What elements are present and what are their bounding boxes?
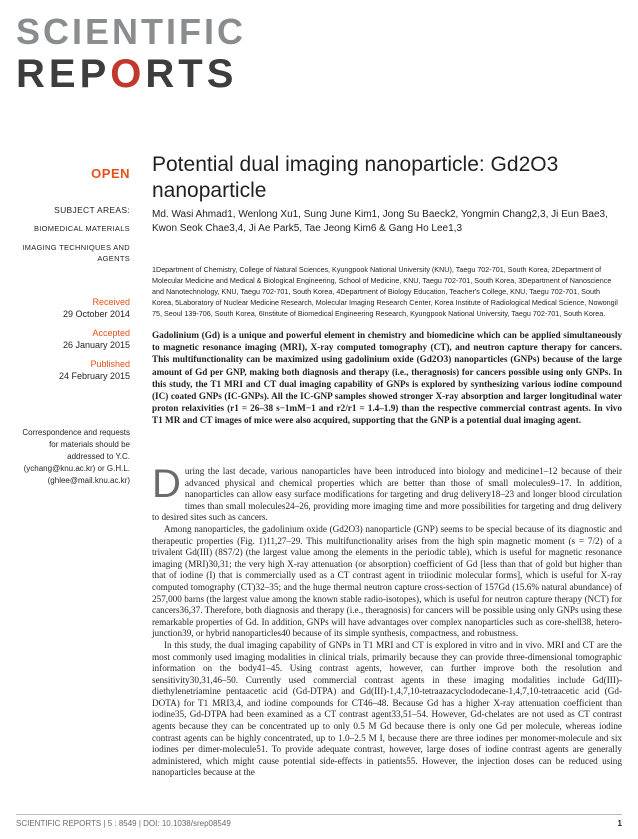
subject-area-link[interactable]: IMAGING TECHNIQUES AND AGENTS bbox=[22, 243, 130, 263]
affiliations: 1Department of Chemistry, College of Natural Sciences, Kyungpook National University (KNU), Taegu 702-701, South Korea, 2Department of Molecular Medicine and Medical & Biological Engineering, School of Medicine, KNU, Taegu 702-701, South Korea, 3Department of Nanoscience and Nanotechnology, KNU, Taegu 702-701, South Korea, 4Department of Biology Education, Teacher's College, KNU, Taegu 702-701, South Korea, 5Laboratory of Nuclear Medicine Research, Molecular Imaging Research Center, Korea Institute of Radiological Medical Science, Nowongil 75, Seoul 139-706, South Korea, 6Institute of Biomedical Engineering Research, Kyungpook National University, Taegu 702-701, South Korea. bbox=[152, 265, 618, 318]
logo-word-scientific: SCIENTIFIC bbox=[16, 11, 247, 52]
correspondence-note: Correspondence and requests for materials should be addressed to Y.C. (ychang@knu.ac.kr) or G.H.L. (ghlee@mail.knu.ac.kr) bbox=[22, 428, 130, 485]
open-access-label: OPEN bbox=[91, 166, 130, 181]
subject-areas bbox=[14, 205, 130, 264]
article-title: Potential dual imaging nanoparticle: Gd2O3 nanoparticle bbox=[152, 153, 559, 202]
published-date: 24 February 2015 bbox=[58, 371, 130, 381]
page-number: 1 bbox=[617, 819, 622, 828]
logo-word-reports: REPORTS bbox=[16, 52, 238, 96]
body-paragraph: Among nanoparticles, the gadolinium oxide (Gd2O3) nanoparticle (GNP) seems to be special because of its diagnostic and therapeutic properties (Fig. 1)11,27–29. This multifunctionality arises from the high spin magnetic moment (s = 7/2) of a trivalent Gd(III) (8S7/2) (the largest value among the elements in the periodic table), which is useful for magnetic resonance imaging (MRI)30,31; the very high X-ray attenuation (or absorption) coefficient of Gd [less than that of gold but higher than that of iodine (I) that is commercially used as a CT contrast agent in triiodinic molecular forms], which is useful for X-ray computed tomography (CT)32–35; and the huge thermal neutron capture cross-section of 157Gd (15.6% natural abundance) of 257,000 barns (the largest value among the known stable radio-isotopes), which is useful for neutron capture therapy (NCT) for cancers36,37. Therefore, both diagnosis and therapy (i.e., theragnosis) for cancers will be possible using only GNPs using these remarkable properties of Gd. In addition, GNPs will have advantages over complex nanoparticles such as core-shell38, hetero-junction39, or hybrid nanoparticles40 because of its simple synthesis, compactness, and robustness. bbox=[152, 523, 622, 639]
publication-dates bbox=[14, 296, 130, 389]
author-list: Md. Wasi Ahmad1, Wenlong Xu1, Sung June Kim1, Jong Su Baeck2, Yongmin Chang2,3, Ji Eun Bae3, Kwon Seok Chae3,4, Ji Ae Park5, Tae Jeong Kim6 & Gang Ho Lee1,3 bbox=[152, 209, 608, 234]
article-body bbox=[152, 462, 622, 779]
abstract: Gadolinium (Gd) is a unique and powerful element in chemistry and biomedicine which can be applied simultaneously to magnetic resonance imaging (MRI), X-ray computed tomography (CT), and neutron capture therapy for cancers. This multifunctionality can be maximized using gadolinium oxide (Gd2O3) nanoparticles (GNPs) because of the large amount of Gd per GNP, making both diagnosis and therapy (i.e., theragnosis) for cancers possible using only GNPs. In this study, the T1 MRI and CT dual imaging capability of GNPs is explored by synthesizing various iodine compound (IC) coated GNPs (IC-GNPs). All the IC-GNP samples showed stronger X-ray absorption and larger longitudinal water proton relaxivities (r1 = 26–38 s−1mM−1 and r2/r1 = 1.4–1.9) than the respective commercial contrast agents. In vivo T1 MR and CT images of mice were also acquired, supporting that the GNP is a potential dual imaging agent. bbox=[152, 330, 622, 426]
journal-logo bbox=[16, 11, 247, 96]
accepted-date: 26 January 2015 bbox=[62, 340, 130, 350]
subject-area-link[interactable]: BIOMEDICAL MATERIALS bbox=[33, 224, 130, 233]
drop-cap: D bbox=[152, 462, 181, 506]
footer-citation: SCIENTIFIC REPORTS | 5 : 8549 | DOI: 10.1038/srep08549 bbox=[16, 819, 231, 828]
received-date: 29 October 2014 bbox=[62, 309, 130, 319]
page-footer bbox=[16, 814, 622, 828]
body-paragraph: In this study, the dual imaging capability of GNPs in T1 MRI and CT is explored in vitro and in vivo. MRI and CT are the most commonly used imaging modalities in clinical trials, primarily because they can provide three-dimensional tomographic information on the body41–45. Using contrast agents, however, can further improve both the resolution and sensitivity30,31,46–50. Currently used commercial contrast agents in these imaging modalities include Gd(III)-diethylenetriamine pentaacetic acid (Gd-DTPA) and Gd(III)-1,4,7,10-tetraazacyclododecane-1,4,7,10-tetraacetic acid (Gd-DOTA) for T1 MRI3,4, and iodine compounds for CT46–48. Because Gd has a higher X-ray attenuation coefficient than iodine35, Gd-DTPA had been examined as a CT contrast agent33,51–54. However, Gd-chelates are not used as CT contrast agents because they can be concentrated up to only 0.5 M Gd because there is only one Gd per molecule, whereas iodine contrast agents can be highly concentrated, up to 1.0–2.5 M I, because there are three iodines per monomer-molecule and six iodines per dimer-molecule51. To provide adequate contrast, however, large doses of iodine contrast agents are generally administered, which might cause potential side-effects in patients55. However, the injection doses can be reduced using nanoparticles because at the bbox=[152, 639, 622, 778]
body-paragraph: During the last decade, various nanoparticles have been introduced into biology and medicine1–12 because of their advanced physical and chemical properties which are better than those of small molecules9–17. In addition, nanoparticles can allow easy surface modifications for targeting and drug delivery18–23 and longer blood circulation times than small molecules24–26, providing more imaging time and more possibilities for targeting and drug delivery to desired sites such as cancers. bbox=[152, 462, 622, 523]
accepted-label: Accepted bbox=[92, 328, 130, 338]
received-label: Received bbox=[92, 297, 130, 307]
subject-areas-heading: SUBJECT AREAS: bbox=[54, 205, 130, 215]
published-label: Published bbox=[90, 359, 130, 369]
